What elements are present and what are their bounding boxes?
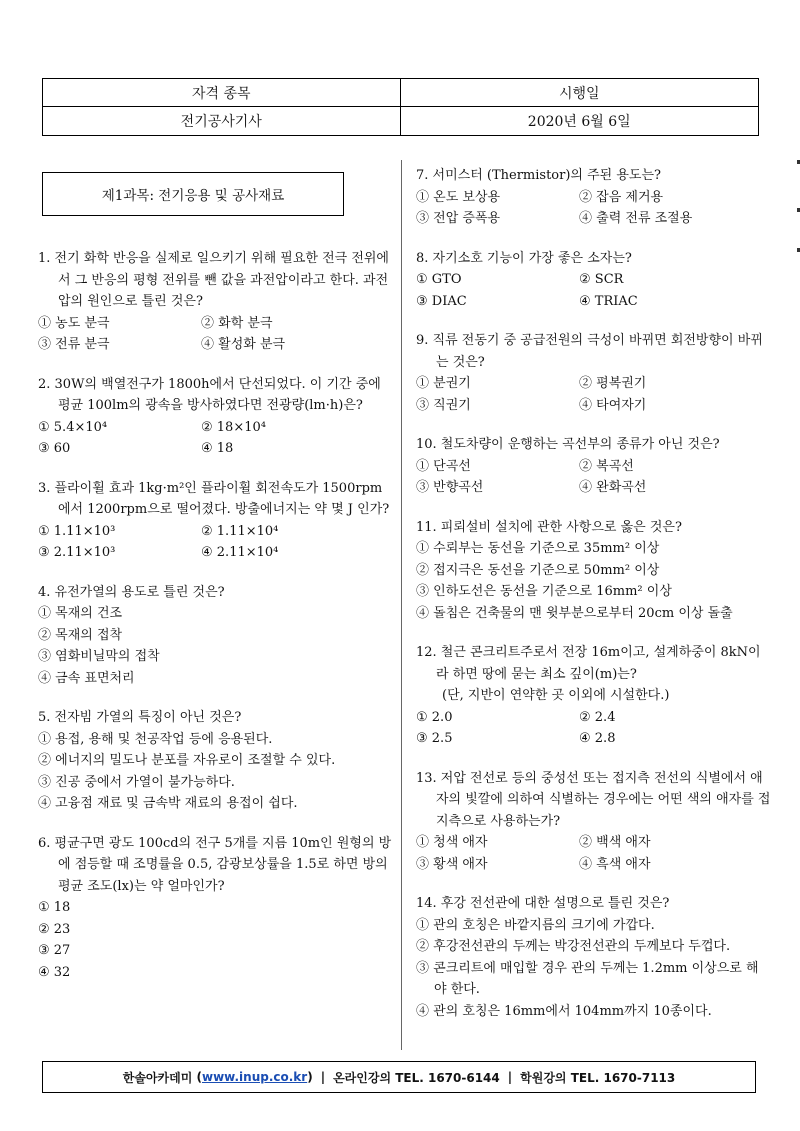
option[interactable]: ② 18×10⁴ xyxy=(201,419,266,435)
option[interactable]: ④ 고융점 재료 및 금속박 재료의 용접이 쉽다. xyxy=(38,796,298,811)
footer-bar xyxy=(42,1061,756,1093)
left-column xyxy=(38,248,393,1001)
footer-paren-open: ( xyxy=(192,1070,202,1084)
option-list xyxy=(38,897,393,983)
header-value-date: 2020년 6월 6일 xyxy=(527,114,631,130)
footer-website-link[interactable]: www.inup.co.kr xyxy=(201,1070,308,1084)
option[interactable]: ① 목재의 건조 xyxy=(38,606,123,621)
footer-paren-close: ) xyxy=(307,1070,313,1084)
question-2 xyxy=(38,374,393,460)
footer-separator: | xyxy=(507,1070,513,1084)
option[interactable]: ① 관의 호칭은 바깥지름의 크기에 가깝다. xyxy=(416,917,655,933)
option[interactable]: ④ 흑색 애자 xyxy=(579,856,651,872)
option[interactable]: ④ 2.8 xyxy=(579,731,616,746)
option[interactable]: ④ 타여자기 xyxy=(579,397,647,413)
option[interactable]: ③ 60 xyxy=(38,441,71,456)
option[interactable]: ③ 직권기 xyxy=(416,397,471,413)
option[interactable]: ② 2.4 xyxy=(579,709,616,725)
option-list xyxy=(38,603,393,689)
question-text: 10. 철도차량이 운행하는 곡선부의 종류가 아닌 것은? xyxy=(416,437,720,452)
option[interactable]: ③ 2.5 xyxy=(416,731,453,746)
question-1 xyxy=(38,248,393,356)
option[interactable]: ③ 전압 증폭용 xyxy=(416,211,501,226)
option[interactable]: ① 용접, 용해 및 천공작업 등에 응용된다. xyxy=(38,731,273,747)
subject-title-box: 제1과목: 전기응용 및 공사재료 xyxy=(42,172,344,216)
option-list xyxy=(38,417,393,460)
option[interactable]: ③ 2.11×10³ xyxy=(38,545,116,560)
footer-academy: 한솔아카데미 xyxy=(122,1070,193,1085)
footer-online-phone: 온라인강의 TEL. 1670-6144 xyxy=(333,1070,500,1085)
option[interactable]: ① 5.4×10⁴ xyxy=(38,419,108,435)
option[interactable]: ① 18 xyxy=(38,900,71,915)
option[interactable]: ① 온도 보상용 xyxy=(416,189,501,205)
option[interactable]: ① GTO xyxy=(416,272,462,287)
option-list xyxy=(416,269,771,312)
option-list xyxy=(416,832,771,875)
header-label-date: 시행일 xyxy=(401,79,759,107)
option[interactable]: ② 평복권기 xyxy=(579,376,647,391)
option-list xyxy=(416,373,771,416)
question-text: 6. 평균구면 광도 100cd의 전구 5개를 지름 10m인 원형의 방에 점등할 때 조명률을 0.5, 감광보상률을 1.5로 하면 방의 평균 조도(lx)는 약 얼마인가? xyxy=(38,835,392,894)
header-label-subject: 자격 종목 xyxy=(43,79,401,107)
question-text: 11. 피뢰설비 설치에 관한 사항으로 옳은 것은? xyxy=(416,519,682,535)
option[interactable]: ③ 진공 중에서 가열이 불가능하다. xyxy=(38,774,235,790)
question-6 xyxy=(38,833,393,984)
option[interactable]: ③ 인하도선은 동선을 기준으로 16mm² 이상 xyxy=(416,584,672,599)
option[interactable]: ② 화학 분극 xyxy=(201,315,273,331)
option[interactable]: ① 청색 애자 xyxy=(416,835,488,850)
right-column xyxy=(416,165,771,1040)
option[interactable]: ③ 전류 분극 xyxy=(38,337,110,352)
question-text: 8. 자기소호 기능이 가장 좋은 소자는? xyxy=(416,250,632,266)
question-text: 4. 유전가열의 용도로 틀린 것은? xyxy=(38,584,225,600)
option-list xyxy=(416,707,771,750)
option[interactable]: ① 분권기 xyxy=(416,376,471,391)
option[interactable]: ③ 황색 애자 xyxy=(416,856,488,872)
option[interactable]: ① 농도 분극 xyxy=(38,315,110,331)
option[interactable]: ② 1.11×10⁴ xyxy=(201,523,279,539)
option[interactable]: ② 23 xyxy=(38,921,71,937)
option[interactable]: ① 2.0 xyxy=(416,709,453,725)
option[interactable]: ④ 2.11×10⁴ xyxy=(201,545,279,560)
question-11 xyxy=(416,517,771,625)
option[interactable]: ④ 18 xyxy=(201,441,234,456)
footer-separator: | xyxy=(320,1070,326,1084)
option-list xyxy=(416,915,771,1023)
header-value-subject: 전기공사기사 xyxy=(43,107,401,135)
question-text: 13. 저압 전선로 등의 중성선 또는 접지측 전선의 식별에서 애자의 빛깔에 의하여 식별하는 경우에는 어떤 색의 애자를 접지측으로 사용하는가? xyxy=(416,770,771,829)
option[interactable]: ② 후강전선관의 두께는 박강전선관의 두께보다 두껍다. xyxy=(416,939,731,954)
option-list xyxy=(416,456,771,499)
option[interactable]: ③ DIAC xyxy=(416,293,467,309)
question-text: 5. 전자빔 가열의 특징이 아닌 것은? xyxy=(38,710,242,725)
option[interactable]: ④ 돌침은 건축물의 맨 윗부분으로부터 20cm 이상 돌출 xyxy=(416,605,733,621)
option[interactable]: ② SCR xyxy=(579,272,624,287)
question-14 xyxy=(416,893,771,1022)
footer-offline-phone: 학원강의 TEL. 1670-7113 xyxy=(520,1070,676,1085)
option[interactable]: ② 백색 애자 xyxy=(579,835,651,850)
option[interactable]: ② 에너지의 밀도나 분포를 자유로이 조절할 수 있다. xyxy=(38,753,336,768)
question-4 xyxy=(38,582,393,690)
question-3 xyxy=(38,478,393,564)
option[interactable]: ③ 반향곡선 xyxy=(416,480,484,495)
question-10 xyxy=(416,434,771,499)
question-text: 7. 서미스터 (Thermistor)의 주된 용도는? xyxy=(416,168,661,183)
question-8 xyxy=(416,248,771,313)
column-divider xyxy=(401,160,402,1050)
question-9 xyxy=(416,330,771,416)
option[interactable]: ④ 활성화 분극 xyxy=(201,337,286,352)
question-text: 9. 직류 전동기 중 공급전원의 극성이 바뀌면 회전방향이 바뀌는 것은? xyxy=(416,333,763,370)
option[interactable]: ② 잡음 제거용 xyxy=(579,189,664,205)
option[interactable]: ② 접지극은 동선을 기준으로 50mm² 이상 xyxy=(416,562,660,578)
question-text: 2. 30W의 백열전구가 1800h에서 단선되었다. 이 기간 중에 평균 100lm의 광속을 방사하였다면 전광량(lm·h)은? xyxy=(38,376,381,413)
option[interactable]: ② 목재의 접착 xyxy=(38,627,123,643)
option[interactable]: ③ 27 xyxy=(38,943,71,958)
question-text: 1. 전기 화학 반응을 실제로 일으키기 위해 필요한 전극 전위에서 그 반응의 평형 전위를 뺀 값을 과전압이라고 한다. 과전압의 원인으로 틀린 것은? xyxy=(38,251,389,309)
option[interactable]: ④ 32 xyxy=(38,964,71,980)
question-13 xyxy=(416,768,771,876)
question-text: 12. 철근 콘크리트주로서 전장 16m이고, 설계하중이 8kN이라 하면 땅에 묻는 최소 깊이(m)는? xyxy=(416,645,761,682)
option[interactable]: ④ 완화곡선 xyxy=(579,480,647,495)
option[interactable]: ④ TRIAC xyxy=(579,293,638,309)
question-text: 3. 플라이휠 효과 1kg·m²인 플라이휠 회전속도가 1500rpm에서 1200rpm으로 떨어졌다. 방출에너지는 약 몇 J 인가? xyxy=(38,480,390,517)
option-list xyxy=(416,538,771,624)
question-5 xyxy=(38,707,393,815)
option[interactable]: ④ 관의 호칭은 16mm에서 104mm까지 10종이다. xyxy=(416,1003,712,1019)
option[interactable]: ④ 금속 표면처리 xyxy=(38,670,135,686)
question-12 xyxy=(416,642,771,750)
option-list xyxy=(416,187,771,230)
option-list xyxy=(38,313,393,356)
option[interactable]: ① 수뢰부는 동선을 기준으로 35mm² 이상 xyxy=(416,541,660,556)
question-7 xyxy=(416,165,771,230)
option[interactable]: ④ 출력 전류 조절용 xyxy=(579,211,693,226)
option[interactable]: ② 복곡선 xyxy=(579,458,634,474)
exam-header-table xyxy=(42,78,759,136)
option[interactable]: ③ 콘크리트에 매입할 경우 관의 두께는 1.2mm 이상으로 해야 한다. xyxy=(416,960,759,997)
question-text: 14. 후강 전선관에 대한 설명으로 틀린 것은? xyxy=(416,896,670,911)
option[interactable]: ③ 염화비닐막의 접착 xyxy=(38,649,160,664)
option-list xyxy=(38,729,393,815)
option[interactable]: ① 단곡선 xyxy=(416,458,471,474)
option-list xyxy=(38,521,393,564)
option[interactable]: ① 1.11×10³ xyxy=(38,523,116,539)
question-note: (단, 지반이 연약한 곳 이외에 시설한다.) xyxy=(442,688,670,703)
